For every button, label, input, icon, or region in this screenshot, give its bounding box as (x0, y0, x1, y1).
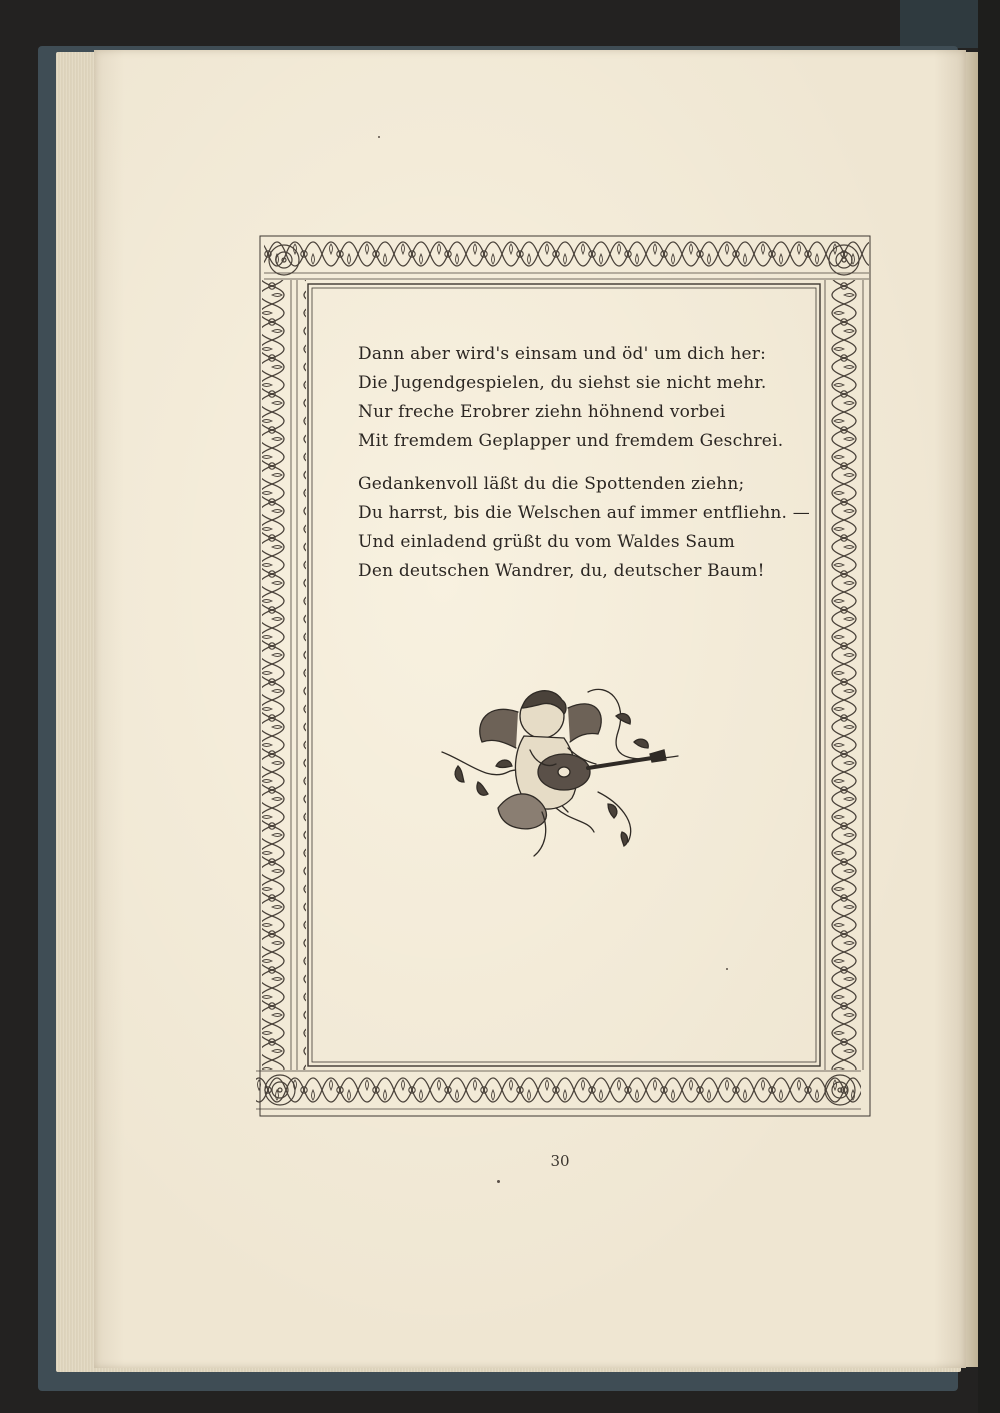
stanza-2 (358, 470, 810, 586)
page-number: 30 (550, 1152, 570, 1170)
paper-speck (726, 968, 728, 970)
poem-line: Nur freche Erobrer ziehn höhnend vorbei (358, 402, 726, 422)
poem-line: Gedankenvoll läßt du die Spottenden ziehn; (358, 474, 745, 494)
poem-line: Den deutschen Wandrer, du, deutscher Baum! (358, 561, 765, 581)
cherub-with-lute-icon (438, 672, 694, 864)
poem-line: Die Jugendgespielen, du siehst sie nicht mehr. (358, 373, 767, 393)
poem-line: Und einladend grüßt du vom Waldes Saum (358, 532, 735, 552)
poem-line: Dann aber wird's einsam und öd' um dich her: (358, 344, 767, 364)
poem-line: Du harrst, bis die Welschen auf immer entfliehn. — (358, 503, 810, 523)
paper-speck (497, 1180, 500, 1183)
poem (358, 340, 810, 600)
background-shadow (978, 0, 1000, 1413)
paper-speck (378, 136, 380, 138)
stanza-1 (358, 340, 798, 456)
poem-line: Mit fremdem Geplapper und fremdem Geschrei. (358, 431, 784, 451)
